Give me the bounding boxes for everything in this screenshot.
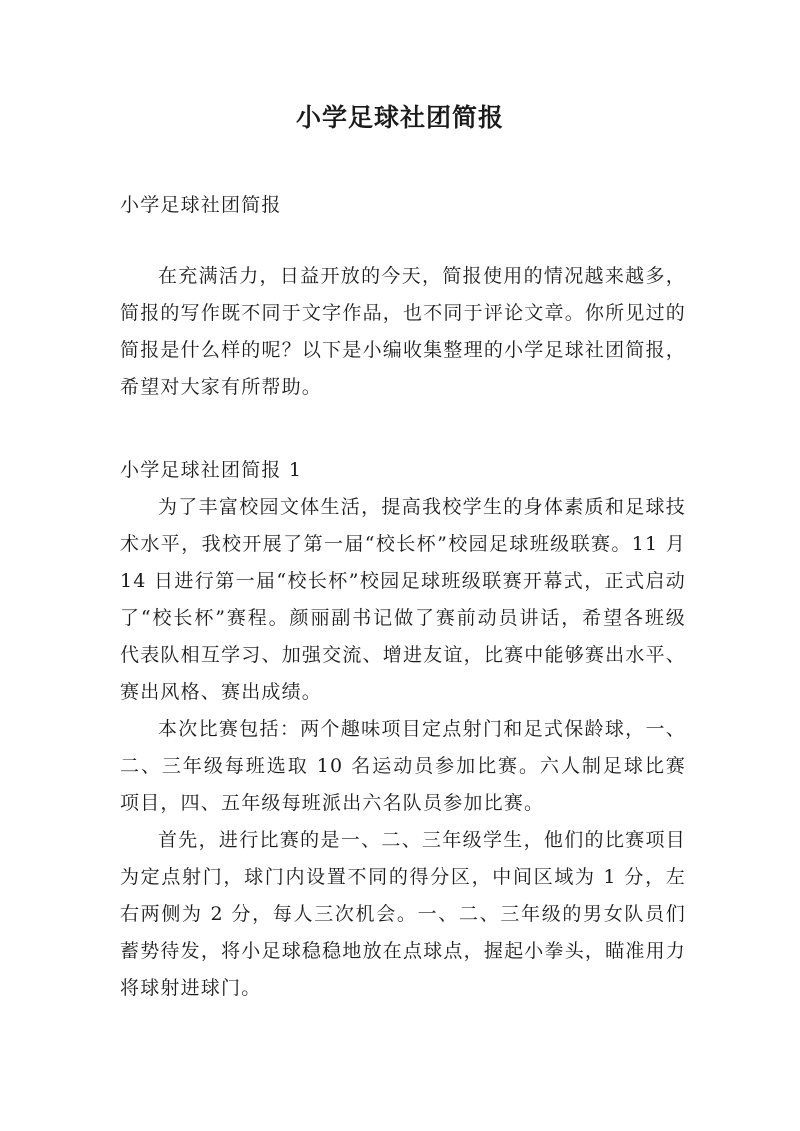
document-subtitle bbox=[120, 187, 686, 224]
subtitle-text: 小学足球社团简报 bbox=[120, 194, 282, 216]
intro-paragraph: 在充满活力，日益开放的今天，简报使用的情况越来越多，简报的写作既不同于文字作品，也不同于评论文章。你所见过的简报是什么样的呢？以下是小编收集整理的小学足球社团简报，希望对大家有所帮助。 bbox=[120, 265, 686, 398]
document-title: 小学足球社团简报 bbox=[295, 103, 504, 132]
section-paragraph-1: 为了丰富校园文体生活，提高我校学生的身体素质和足球技术水平，我校开展了第一届“校长杯”校园足球班级联赛。11 月 14 日进行第一届“校长杯”校园足球班级联赛开幕式，正式启动了“校长杯”赛程。颜丽副书记做了赛前动员讲话，希望各班级代表队相互学习、加强交流、增进友谊，比赛中能够赛出水平、赛出风格、赛出成绩。 bbox=[120, 496, 686, 703]
intro-paragraph-block bbox=[120, 258, 686, 406]
section-1 bbox=[120, 452, 686, 1007]
section-heading: 小学足球社团简报 1 bbox=[120, 459, 303, 481]
section-paragraph-2: 本次比赛包括：两个趣味项目定点射门和足式保龄球，一、二、三年级每班选取 10 名运动员参加比赛。六人制足球比赛项目，四、五年级每班派出六名队员参加比赛。 bbox=[120, 718, 686, 814]
section-paragraph-3: 首先，进行比赛的是一、二、三年级学生，他们的比赛项目为定点射门，球门内设置不同的得分区，中间区域为 1 分，左右两侧为 2 分，每人三次机会。一、二、三年级的男女队员们蓄势待发，将小足球稳稳地放在点球点，握起小拳头，瞄准用力将球射进球门。 bbox=[120, 829, 686, 999]
